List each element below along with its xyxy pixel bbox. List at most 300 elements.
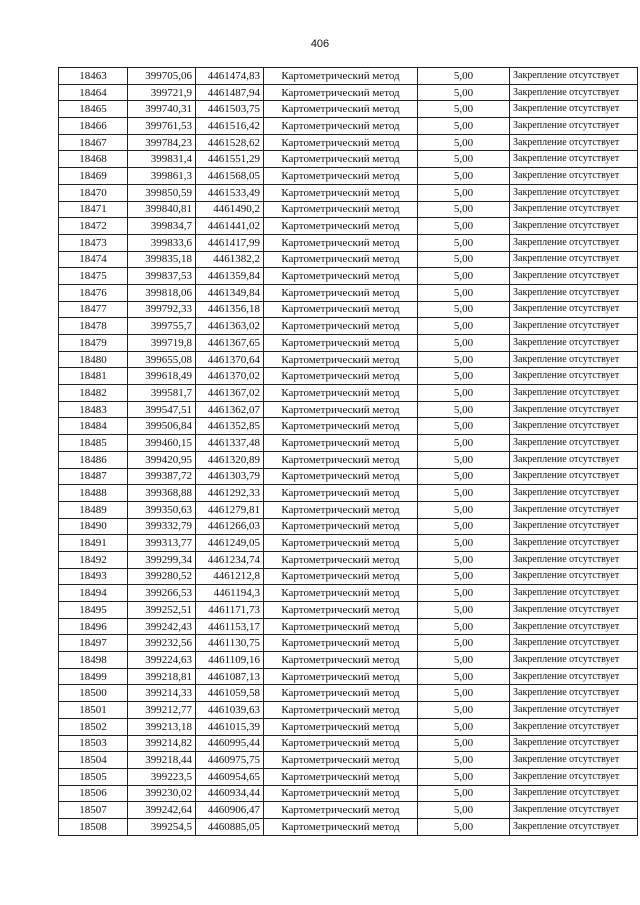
method-cell: Картометрический метод [264,568,418,585]
precision-cell: 5,00 [418,101,510,118]
method-cell: Картометрический метод [264,818,418,835]
precision-cell: 5,00 [418,768,510,785]
precision-cell: 5,00 [418,485,510,502]
point-number-cell: 18474 [59,251,128,268]
precision-cell: 5,00 [418,618,510,635]
x-coordinate-cell: 399313,77 [128,535,196,552]
x-coordinate-cell: 399214,82 [128,735,196,752]
y-coordinate-cell: 4461356,18 [196,301,264,318]
method-cell: Картометрический метод [264,385,418,402]
table-row [59,68,638,85]
point-number-cell: 18490 [59,518,128,535]
fixing-cell: Закрепление отсутствует [510,218,638,235]
table-row [59,618,638,635]
x-coordinate-cell: 399280,52 [128,568,196,585]
point-number-cell: 18477 [59,301,128,318]
y-coordinate-cell: 4461474,83 [196,68,264,85]
x-coordinate-cell: 399721,9 [128,84,196,101]
fixing-cell: Закрепление отсутствует [510,501,638,518]
point-number-cell: 18484 [59,418,128,435]
fixing-cell: Закрепление отсутствует [510,635,638,652]
x-coordinate-cell: 399214,33 [128,685,196,702]
method-cell: Картометрический метод [264,218,418,235]
method-cell: Картометрический метод [264,351,418,368]
method-cell: Картометрический метод [264,802,418,819]
fixing-cell: Закрепление отсутствует [510,268,638,285]
method-cell: Картометрический метод [264,101,418,118]
y-coordinate-cell: 4461153,17 [196,618,264,635]
point-number-cell: 18502 [59,718,128,735]
y-coordinate-cell: 4461059,58 [196,685,264,702]
x-coordinate-cell: 399831,4 [128,151,196,168]
method-cell: Картометрический метод [264,768,418,785]
point-number-cell: 18467 [59,134,128,151]
method-cell: Картометрический метод [264,251,418,268]
y-coordinate-cell: 4461568,05 [196,168,264,185]
table-row [59,101,638,118]
x-coordinate-cell: 399420,95 [128,451,196,468]
x-coordinate-cell: 399834,7 [128,218,196,235]
fixing-cell: Закрепление отсутствует [510,301,638,318]
point-number-cell: 18504 [59,752,128,769]
x-coordinate-cell: 399850,59 [128,184,196,201]
table-row [59,184,638,201]
fixing-cell: Закрепление отсутствует [510,551,638,568]
x-coordinate-cell: 399266,53 [128,585,196,602]
method-cell: Картометрический метод [264,602,418,619]
precision-cell: 5,00 [418,635,510,652]
table-row [59,752,638,769]
method-cell: Картометрический метод [264,652,418,669]
y-coordinate-cell: 4461171,73 [196,602,264,619]
method-cell: Картометрический метод [264,318,418,335]
method-cell: Картометрический метод [264,168,418,185]
method-cell: Картометрический метод [264,752,418,769]
y-coordinate-cell: 4461533,49 [196,184,264,201]
point-number-cell: 18506 [59,785,128,802]
fixing-cell: Закрепление отсутствует [510,602,638,619]
method-cell: Картометрический метод [264,118,418,135]
page-number: 406 [310,38,330,50]
point-number-cell: 18482 [59,385,128,402]
x-coordinate-cell: 399224,63 [128,652,196,669]
method-cell: Картометрический метод [264,151,418,168]
y-coordinate-cell: 4461367,65 [196,335,264,352]
fixing-cell: Закрепление отсутствует [510,752,638,769]
point-number-cell: 18494 [59,585,128,602]
x-coordinate-cell: 399254,5 [128,818,196,835]
method-cell: Картометрический метод [264,134,418,151]
fixing-cell: Закрепление отсутствует [510,702,638,719]
y-coordinate-cell: 4461266,03 [196,518,264,535]
table-row [59,201,638,218]
fixing-cell: Закрепление отсутствует [510,518,638,535]
y-coordinate-cell: 4461503,75 [196,101,264,118]
fixing-cell: Закрепление отсутствует [510,652,638,669]
precision-cell: 5,00 [418,735,510,752]
x-coordinate-cell: 399784,23 [128,134,196,151]
precision-cell: 5,00 [418,802,510,819]
x-coordinate-cell: 399792,33 [128,301,196,318]
y-coordinate-cell: 4461303,79 [196,468,264,485]
point-number-cell: 18481 [59,368,128,385]
fixing-cell: Закрепление отсутствует [510,768,638,785]
x-coordinate-cell: 399230,02 [128,785,196,802]
point-number-cell: 18507 [59,802,128,819]
fixing-cell: Закрепление отсутствует [510,335,638,352]
table-row [59,802,638,819]
point-number-cell: 18475 [59,268,128,285]
x-coordinate-cell: 399223,5 [128,768,196,785]
coordinates-table-body [59,68,638,836]
table-row [59,568,638,585]
point-number-cell: 18473 [59,234,128,251]
point-number-cell: 18498 [59,652,128,669]
precision-cell: 5,00 [418,785,510,802]
x-coordinate-cell: 399232,56 [128,635,196,652]
table-row [59,668,638,685]
point-number-cell: 18483 [59,401,128,418]
method-cell: Картометрический метод [264,184,418,201]
y-coordinate-cell: 4461249,05 [196,535,264,552]
y-coordinate-cell: 4461212,8 [196,568,264,585]
precision-cell: 5,00 [418,84,510,101]
table-row [59,635,638,652]
point-number-cell: 18495 [59,602,128,619]
table-row [59,168,638,185]
point-number-cell: 18501 [59,702,128,719]
method-cell: Картометрический метод [264,635,418,652]
y-coordinate-cell: 4461279,81 [196,501,264,518]
precision-cell: 5,00 [418,468,510,485]
point-number-cell: 18492 [59,551,128,568]
fixing-cell: Закрепление отсутствует [510,101,638,118]
table-row [59,768,638,785]
y-coordinate-cell: 4460906,47 [196,802,264,819]
point-number-cell: 18489 [59,501,128,518]
x-coordinate-cell: 399761,53 [128,118,196,135]
point-number-cell: 18479 [59,335,128,352]
x-coordinate-cell: 399547,51 [128,401,196,418]
method-cell: Картометрический метод [264,518,418,535]
precision-cell: 5,00 [418,218,510,235]
y-coordinate-cell: 4461528,62 [196,134,264,151]
fixing-cell: Закрепление отсутствует [510,685,638,702]
method-cell: Картометрический метод [264,335,418,352]
x-coordinate-cell: 399861,3 [128,168,196,185]
fixing-cell: Закрепление отсутствует [510,785,638,802]
fixing-cell: Закрепление отсутствует [510,802,638,819]
y-coordinate-cell: 4461490,2 [196,201,264,218]
table-row [59,435,638,452]
table-row [59,134,638,151]
precision-cell: 5,00 [418,685,510,702]
fixing-cell: Закрепление отсутствует [510,68,638,85]
method-cell: Картометрический метод [264,401,418,418]
fixing-cell: Закрепление отсутствует [510,735,638,752]
precision-cell: 5,00 [418,134,510,151]
method-cell: Картометрический метод [264,68,418,85]
table-row [59,401,638,418]
fixing-cell: Закрепление отсутствует [510,418,638,435]
x-coordinate-cell: 399252,51 [128,602,196,619]
y-coordinate-cell: 4460975,75 [196,752,264,769]
fixing-cell: Закрепление отсутствует [510,151,638,168]
method-cell: Картометрический метод [264,301,418,318]
precision-cell: 5,00 [418,568,510,585]
y-coordinate-cell: 4461015,39 [196,718,264,735]
method-cell: Картометрический метод [264,284,418,301]
fixing-cell: Закрепление отсутствует [510,451,638,468]
precision-cell: 5,00 [418,551,510,568]
precision-cell: 5,00 [418,184,510,201]
fixing-cell: Закрепление отсутствует [510,234,638,251]
method-cell: Картометрический метод [264,234,418,251]
x-coordinate-cell: 399655,08 [128,351,196,368]
precision-cell: 5,00 [418,752,510,769]
y-coordinate-cell: 4461487,94 [196,84,264,101]
point-number-cell: 18476 [59,284,128,301]
precision-cell: 5,00 [418,451,510,468]
x-coordinate-cell: 399212,77 [128,702,196,719]
fixing-cell: Закрепление отсутствует [510,184,638,201]
x-coordinate-cell: 399387,72 [128,468,196,485]
method-cell: Картометрический метод [264,668,418,685]
method-cell: Картометрический метод [264,685,418,702]
point-number-cell: 18503 [59,735,128,752]
precision-cell: 5,00 [418,301,510,318]
precision-cell: 5,00 [418,168,510,185]
coordinates-table [58,67,638,836]
table-row [59,585,638,602]
x-coordinate-cell: 399506,84 [128,418,196,435]
precision-cell: 5,00 [418,518,510,535]
y-coordinate-cell: 4461234,74 [196,551,264,568]
method-cell: Картометрический метод [264,785,418,802]
y-coordinate-cell: 4461337,48 [196,435,264,452]
point-number-cell: 18471 [59,201,128,218]
fixing-cell: Закрепление отсутствует [510,284,638,301]
method-cell: Картометрический метод [264,268,418,285]
fixing-cell: Закрепление отсутствует [510,468,638,485]
point-number-cell: 18488 [59,485,128,502]
table-row [59,685,638,702]
method-cell: Картометрический метод [264,618,418,635]
table-row [59,702,638,719]
y-coordinate-cell: 4461551,29 [196,151,264,168]
x-coordinate-cell: 399332,79 [128,518,196,535]
precision-cell: 5,00 [418,251,510,268]
x-coordinate-cell: 399242,43 [128,618,196,635]
table-row [59,118,638,135]
y-coordinate-cell: 4461349,84 [196,284,264,301]
table-row [59,451,638,468]
method-cell: Картометрический метод [264,201,418,218]
precision-cell: 5,00 [418,602,510,619]
y-coordinate-cell: 4461109,16 [196,652,264,669]
fixing-cell: Закрепление отсутствует [510,485,638,502]
point-number-cell: 18464 [59,84,128,101]
x-coordinate-cell: 399299,34 [128,551,196,568]
y-coordinate-cell: 4460934,44 [196,785,264,802]
precision-cell: 5,00 [418,151,510,168]
point-number-cell: 18500 [59,685,128,702]
precision-cell: 5,00 [418,501,510,518]
fixing-cell: Закрепление отсутствует [510,435,638,452]
x-coordinate-cell: 399213,18 [128,718,196,735]
table-row [59,535,638,552]
x-coordinate-cell: 399242,64 [128,802,196,819]
precision-cell: 5,00 [418,652,510,669]
precision-cell: 5,00 [418,718,510,735]
fixing-cell: Закрепление отсутствует [510,251,638,268]
point-number-cell: 18499 [59,668,128,685]
point-number-cell: 18463 [59,68,128,85]
x-coordinate-cell: 399837,53 [128,268,196,285]
method-cell: Картометрический метод [264,468,418,485]
table-row [59,468,638,485]
table-row [59,602,638,619]
y-coordinate-cell: 4461367,02 [196,385,264,402]
point-number-cell: 18493 [59,568,128,585]
point-number-cell: 18491 [59,535,128,552]
fixing-cell: Закрепление отсутствует [510,201,638,218]
table-row [59,351,638,368]
x-coordinate-cell: 399460,15 [128,435,196,452]
precision-cell: 5,00 [418,385,510,402]
y-coordinate-cell: 4461087,13 [196,668,264,685]
fixing-cell: Закрепление отсутствует [510,368,638,385]
y-coordinate-cell: 4461441,02 [196,218,264,235]
fixing-cell: Закрепление отсутствует [510,318,638,335]
method-cell: Картометрический метод [264,585,418,602]
method-cell: Картометрический метод [264,535,418,552]
point-number-cell: 18497 [59,635,128,652]
table-row [59,385,638,402]
table-row [59,318,638,335]
y-coordinate-cell: 4460995,44 [196,735,264,752]
point-number-cell: 18487 [59,468,128,485]
method-cell: Картометрический метод [264,501,418,518]
fixing-cell: Закрепление отсутствует [510,568,638,585]
fixing-cell: Закрепление отсутствует [510,118,638,135]
fixing-cell: Закрепление отсутствует [510,401,638,418]
x-coordinate-cell: 399218,81 [128,668,196,685]
point-number-cell: 18486 [59,451,128,468]
precision-cell: 5,00 [418,401,510,418]
point-number-cell: 18469 [59,168,128,185]
y-coordinate-cell: 4460885,05 [196,818,264,835]
x-coordinate-cell: 399833,6 [128,234,196,251]
precision-cell: 5,00 [418,268,510,285]
point-number-cell: 18485 [59,435,128,452]
method-cell: Картометрический метод [264,735,418,752]
y-coordinate-cell: 4461362,07 [196,401,264,418]
x-coordinate-cell: 399755,7 [128,318,196,335]
table-row [59,652,638,669]
y-coordinate-cell: 4461130,75 [196,635,264,652]
precision-cell: 5,00 [418,335,510,352]
fixing-cell: Закрепление отсутствует [510,351,638,368]
precision-cell: 5,00 [418,318,510,335]
x-coordinate-cell: 399368,88 [128,485,196,502]
precision-cell: 5,00 [418,668,510,685]
table-row [59,551,638,568]
y-coordinate-cell: 4461382,2 [196,251,264,268]
point-number-cell: 18468 [59,151,128,168]
table-row [59,251,638,268]
y-coordinate-cell: 4460954,65 [196,768,264,785]
precision-cell: 5,00 [418,351,510,368]
x-coordinate-cell: 399740,31 [128,101,196,118]
x-coordinate-cell: 399719,8 [128,335,196,352]
y-coordinate-cell: 4461292,33 [196,485,264,502]
table-row [59,218,638,235]
precision-cell: 5,00 [418,284,510,301]
table-row [59,368,638,385]
method-cell: Картометрический метод [264,368,418,385]
table-row [59,818,638,835]
fixing-cell: Закрепление отсутствует [510,718,638,735]
x-coordinate-cell: 399835,18 [128,251,196,268]
point-number-cell: 18470 [59,184,128,201]
table-row [59,485,638,502]
precision-cell: 5,00 [418,702,510,719]
point-number-cell: 18466 [59,118,128,135]
fixing-cell: Закрепление отсутствует [510,668,638,685]
x-coordinate-cell: 399218,44 [128,752,196,769]
x-coordinate-cell: 399705,06 [128,68,196,85]
table-row [59,518,638,535]
table-row [59,234,638,251]
y-coordinate-cell: 4461352,85 [196,418,264,435]
fixing-cell: Закрепление отсутствует [510,618,638,635]
table-row [59,418,638,435]
y-coordinate-cell: 4461417,99 [196,234,264,251]
table-row [59,84,638,101]
fixing-cell: Закрепление отсутствует [510,168,638,185]
y-coordinate-cell: 4461516,42 [196,118,264,135]
precision-cell: 5,00 [418,68,510,85]
table-row [59,151,638,168]
x-coordinate-cell: 399618,49 [128,368,196,385]
point-number-cell: 18496 [59,618,128,635]
x-coordinate-cell: 399818,06 [128,284,196,301]
precision-cell: 5,00 [418,818,510,835]
method-cell: Картометрический метод [264,718,418,735]
method-cell: Картометрический метод [264,702,418,719]
precision-cell: 5,00 [418,585,510,602]
precision-cell: 5,00 [418,535,510,552]
precision-cell: 5,00 [418,234,510,251]
y-coordinate-cell: 4461320,89 [196,451,264,468]
fixing-cell: Закрепление отсутствует [510,134,638,151]
y-coordinate-cell: 4461370,02 [196,368,264,385]
table-row [59,735,638,752]
table-row [59,501,638,518]
fixing-cell: Закрепление отсутствует [510,535,638,552]
table-row [59,718,638,735]
method-cell: Картометрический метод [264,485,418,502]
x-coordinate-cell: 399350,63 [128,501,196,518]
precision-cell: 5,00 [418,368,510,385]
method-cell: Картометрический метод [264,84,418,101]
y-coordinate-cell: 4461363,02 [196,318,264,335]
precision-cell: 5,00 [418,201,510,218]
precision-cell: 5,00 [418,118,510,135]
point-number-cell: 18478 [59,318,128,335]
y-coordinate-cell: 4461194,3 [196,585,264,602]
